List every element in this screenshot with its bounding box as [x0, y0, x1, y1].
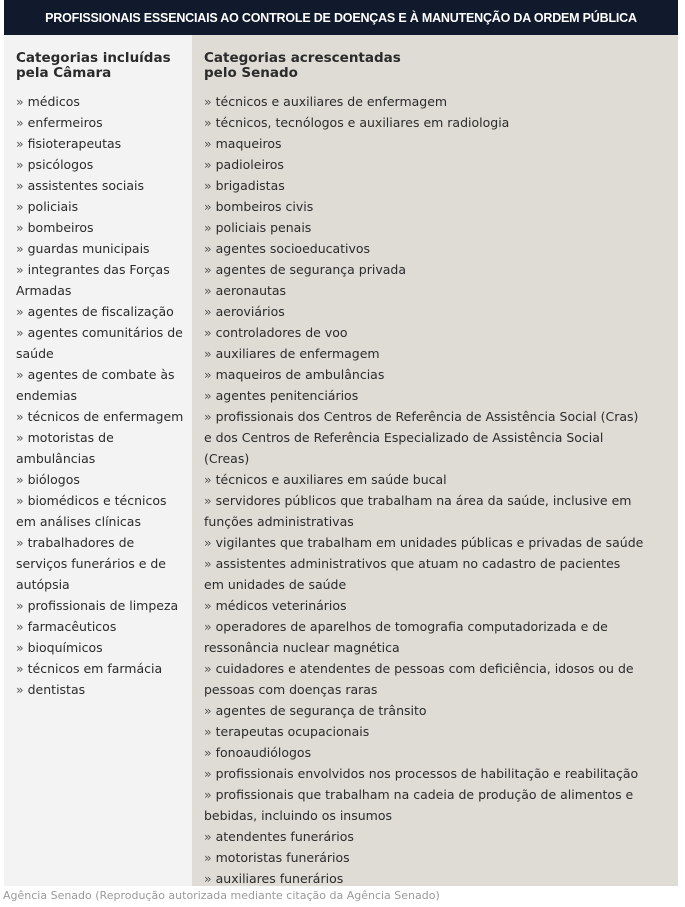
bullet-marker: » [16, 661, 28, 676]
list-item [204, 763, 644, 784]
bullet-marker: » [16, 409, 28, 424]
list-item-text: fonoaudiólogos [215, 745, 312, 760]
camara-heading-line1: Categorias incluídas [16, 50, 171, 66]
list-item-text: biólogos [27, 472, 80, 487]
list-item [204, 532, 644, 553]
list-item [16, 637, 188, 658]
bullet-marker: » [204, 199, 216, 214]
bullet-marker: » [16, 199, 28, 214]
list-item [204, 595, 644, 616]
list-item-text: motoristas de ambulâncias [16, 430, 114, 466]
bullet-marker: » [204, 304, 216, 319]
list-item [204, 721, 644, 742]
list-item-text: profissionais de limpeza [27, 598, 179, 613]
list-item [16, 427, 188, 469]
bullet-marker: » [16, 157, 28, 172]
senado-heading-line2: pelo Senado [204, 65, 298, 81]
camara-heading [16, 51, 186, 81]
infographic-table [4, 0, 678, 886]
bullet-marker: » [16, 535, 28, 550]
bullet-marker: » [204, 388, 216, 403]
list-item-text: motoristas funerários [215, 850, 350, 865]
list-item-text: cuidadores e atendentes de pessoas com deficiência, idosos ou de pessoas com doenças raras [204, 661, 634, 697]
list-item-text: dentistas [27, 682, 86, 697]
list-item [16, 469, 188, 490]
bullet-marker: » [204, 472, 216, 487]
bullet-marker: » [204, 409, 216, 424]
bullet-marker: » [204, 493, 216, 508]
list-item-text: integrantes das Forças Armadas [16, 262, 170, 298]
list-item [204, 301, 644, 322]
bullet-marker: » [204, 367, 216, 382]
list-item-text: profissionais envolvidos nos processos de habilitação e reabilitação [215, 766, 639, 781]
list-item-text: controladores de voo [215, 325, 348, 340]
bullet-marker: » [204, 745, 216, 760]
bullet-marker: » [16, 493, 28, 508]
source-credit: Agência Senado (Reprodução autorizada mediante citação da Agência Senado) [3, 889, 440, 902]
senado-heading-line1: Categorias acrescentadas [204, 50, 401, 66]
bullet-marker: » [16, 430, 28, 445]
list-item [16, 406, 188, 427]
camara-list [16, 91, 188, 700]
list-item-text: médicos [27, 94, 80, 109]
list-item [16, 301, 188, 322]
list-item-text: guardas municipais [27, 241, 150, 256]
list-item-text: operadores de aparelhos de tomografia computadorizada e de ressonância nuclear magnética [204, 619, 608, 655]
list-item-text: policiais penais [215, 220, 312, 235]
list-item-text: profissionais dos Centros de Referência de Assistência Social (Cras) e dos Centros de Referência Especializado de Assistência Social (Creas) [204, 409, 639, 466]
banner-title [4, 0, 678, 35]
bullet-marker: » [204, 661, 216, 676]
list-item [204, 553, 644, 595]
list-item-text: brigadistas [215, 178, 285, 193]
bullet-marker: » [204, 94, 216, 109]
list-item [16, 322, 188, 364]
list-item [204, 826, 644, 847]
list-item-text: vigilantes que trabalham em unidades públicas e privadas de saúde [215, 535, 644, 550]
bullet-marker: » [204, 787, 216, 802]
bullet-marker: » [204, 556, 216, 571]
bullet-marker: » [204, 283, 216, 298]
list-item-text: auxiliares funerários [215, 871, 344, 886]
senado-column [192, 35, 678, 886]
bullet-marker: » [204, 829, 216, 844]
list-item [16, 658, 188, 679]
camara-column [4, 35, 192, 886]
bullet-marker: » [16, 241, 28, 256]
list-item-text: biomédicos e técnicos em análises clínicas [16, 493, 167, 529]
camara-heading-line2: pela Câmara [16, 65, 112, 81]
bullet-marker: » [204, 262, 216, 277]
list-item-text: bombeiros [27, 220, 94, 235]
list-item [16, 364, 188, 406]
list-item [204, 322, 644, 343]
list-item-text: enfermeiros [27, 115, 103, 130]
list-item-text: agentes de segurança de trânsito [215, 703, 427, 718]
list-item [204, 784, 644, 826]
list-item-text: bombeiros civis [215, 199, 314, 214]
bullet-marker: » [16, 325, 28, 340]
list-item [16, 154, 188, 175]
banner-title-text: PROFISSIONAIS ESSENCIAIS AO CONTROLE DE DOENÇAS E À MANUTENÇÃO DA ORDEM PÚBLICA [45, 10, 637, 25]
list-item [204, 658, 644, 700]
bullet-marker: » [16, 367, 28, 382]
list-item-text: maqueiros de ambulâncias [215, 367, 385, 382]
bullet-marker: » [204, 703, 216, 718]
list-item [204, 406, 644, 469]
list-item-text: médicos veterinários [215, 598, 347, 613]
bullet-marker: » [204, 598, 216, 613]
list-item [204, 112, 644, 133]
list-item [16, 490, 188, 532]
bullet-marker: » [204, 325, 216, 340]
bullet-marker: » [204, 115, 216, 130]
bullet-marker: » [204, 619, 216, 634]
list-item [16, 616, 188, 637]
list-item [16, 532, 188, 595]
list-item-text: atendentes funerários [215, 829, 354, 844]
bullet-marker: » [204, 346, 216, 361]
bullet-marker: » [204, 871, 216, 886]
list-item-text: policiais [27, 199, 79, 214]
list-item [204, 847, 644, 868]
senado-list [204, 91, 644, 889]
list-item-text: aeroviários [215, 304, 285, 319]
bullet-marker: » [16, 94, 28, 109]
list-item-text: profissionais que trabalham na cadeia de produção de alimentos e bebidas, incluindo os insumos [204, 787, 634, 823]
list-item [204, 343, 644, 364]
bullet-marker: » [204, 157, 216, 172]
list-item-text: farmacêuticos [27, 619, 117, 634]
bullet-marker: » [16, 619, 28, 634]
bullet-marker: » [204, 178, 216, 193]
list-item-text: agentes de combate às endemias [16, 367, 175, 403]
list-item-text: agentes de fiscalização [27, 304, 174, 319]
list-item [204, 175, 644, 196]
list-item-text: bioquímicos [27, 640, 103, 655]
list-item-text: técnicos e auxiliares de enfermagem [215, 94, 448, 109]
list-item-text: agentes de segurança privada [215, 262, 406, 277]
bullet-marker: » [204, 766, 216, 781]
list-item-text: servidores públicos que trabalham na área da saúde, inclusive em funções administrativas [204, 493, 632, 529]
bullet-marker: » [204, 724, 216, 739]
bullet-marker: » [16, 640, 28, 655]
bullet-marker: » [16, 472, 28, 487]
list-item [204, 217, 644, 238]
list-item [204, 385, 644, 406]
list-item-text: técnicos, tecnólogos e auxiliares em radiologia [215, 115, 510, 130]
list-item [16, 91, 188, 112]
list-item-text: técnicos em farmácia [27, 661, 163, 676]
list-item-text: agentes comunitários de saúde [16, 325, 183, 361]
list-item-text: agentes penitenciários [215, 388, 359, 403]
list-item [204, 259, 644, 280]
bullet-marker: » [16, 304, 28, 319]
list-item-text: técnicos de enfermagem [27, 409, 184, 424]
list-item-text: aeronautas [215, 283, 287, 298]
list-item [16, 238, 188, 259]
list-item-text: terapeutas ocupacionais [215, 724, 370, 739]
list-item-text: assistentes sociais [27, 178, 145, 193]
list-item [16, 175, 188, 196]
list-item [16, 196, 188, 217]
bullet-marker: » [16, 682, 28, 697]
list-item [204, 616, 644, 658]
list-item [204, 154, 644, 175]
list-item-text: técnicos e auxiliares em saúde bucal [215, 472, 447, 487]
list-item [204, 700, 644, 721]
bullet-marker: » [16, 115, 28, 130]
list-item [204, 91, 644, 112]
bullet-marker: » [204, 241, 216, 256]
list-item-text: psicólogos [27, 157, 94, 172]
list-item [204, 133, 644, 154]
list-item [204, 490, 644, 532]
list-item [204, 469, 644, 490]
list-item-text: maqueiros [215, 136, 282, 151]
list-item [16, 112, 188, 133]
bullet-marker: » [16, 220, 28, 235]
bullet-marker: » [204, 220, 216, 235]
bullet-marker: » [16, 136, 28, 151]
bullet-marker: » [204, 850, 216, 865]
list-item-text: trabalhadores de serviços funerários e de autópsia [16, 535, 166, 592]
bullet-marker: » [16, 598, 28, 613]
list-item [16, 217, 188, 238]
list-item-text: auxiliares de enfermagem [215, 346, 380, 361]
list-item-text: fisioterapeutas [27, 136, 122, 151]
list-item [16, 595, 188, 616]
list-item [204, 196, 644, 217]
list-item-text: padioleiros [215, 157, 284, 172]
bullet-marker: » [204, 535, 216, 550]
list-item [204, 868, 644, 889]
list-item [16, 133, 188, 154]
bullet-marker: » [16, 178, 28, 193]
list-item-text: agentes socioeducativos [215, 241, 371, 256]
list-item [204, 364, 644, 385]
senado-heading [204, 51, 504, 81]
list-item [16, 679, 188, 700]
list-item [16, 259, 188, 301]
list-item-text: assistentes administrativos que atuam no cadastro de pacientes em unidades de saúde [204, 556, 621, 592]
bullet-marker: » [16, 262, 28, 277]
list-item [204, 280, 644, 301]
list-item [204, 742, 644, 763]
list-item [204, 238, 644, 259]
bullet-marker: » [204, 136, 216, 151]
